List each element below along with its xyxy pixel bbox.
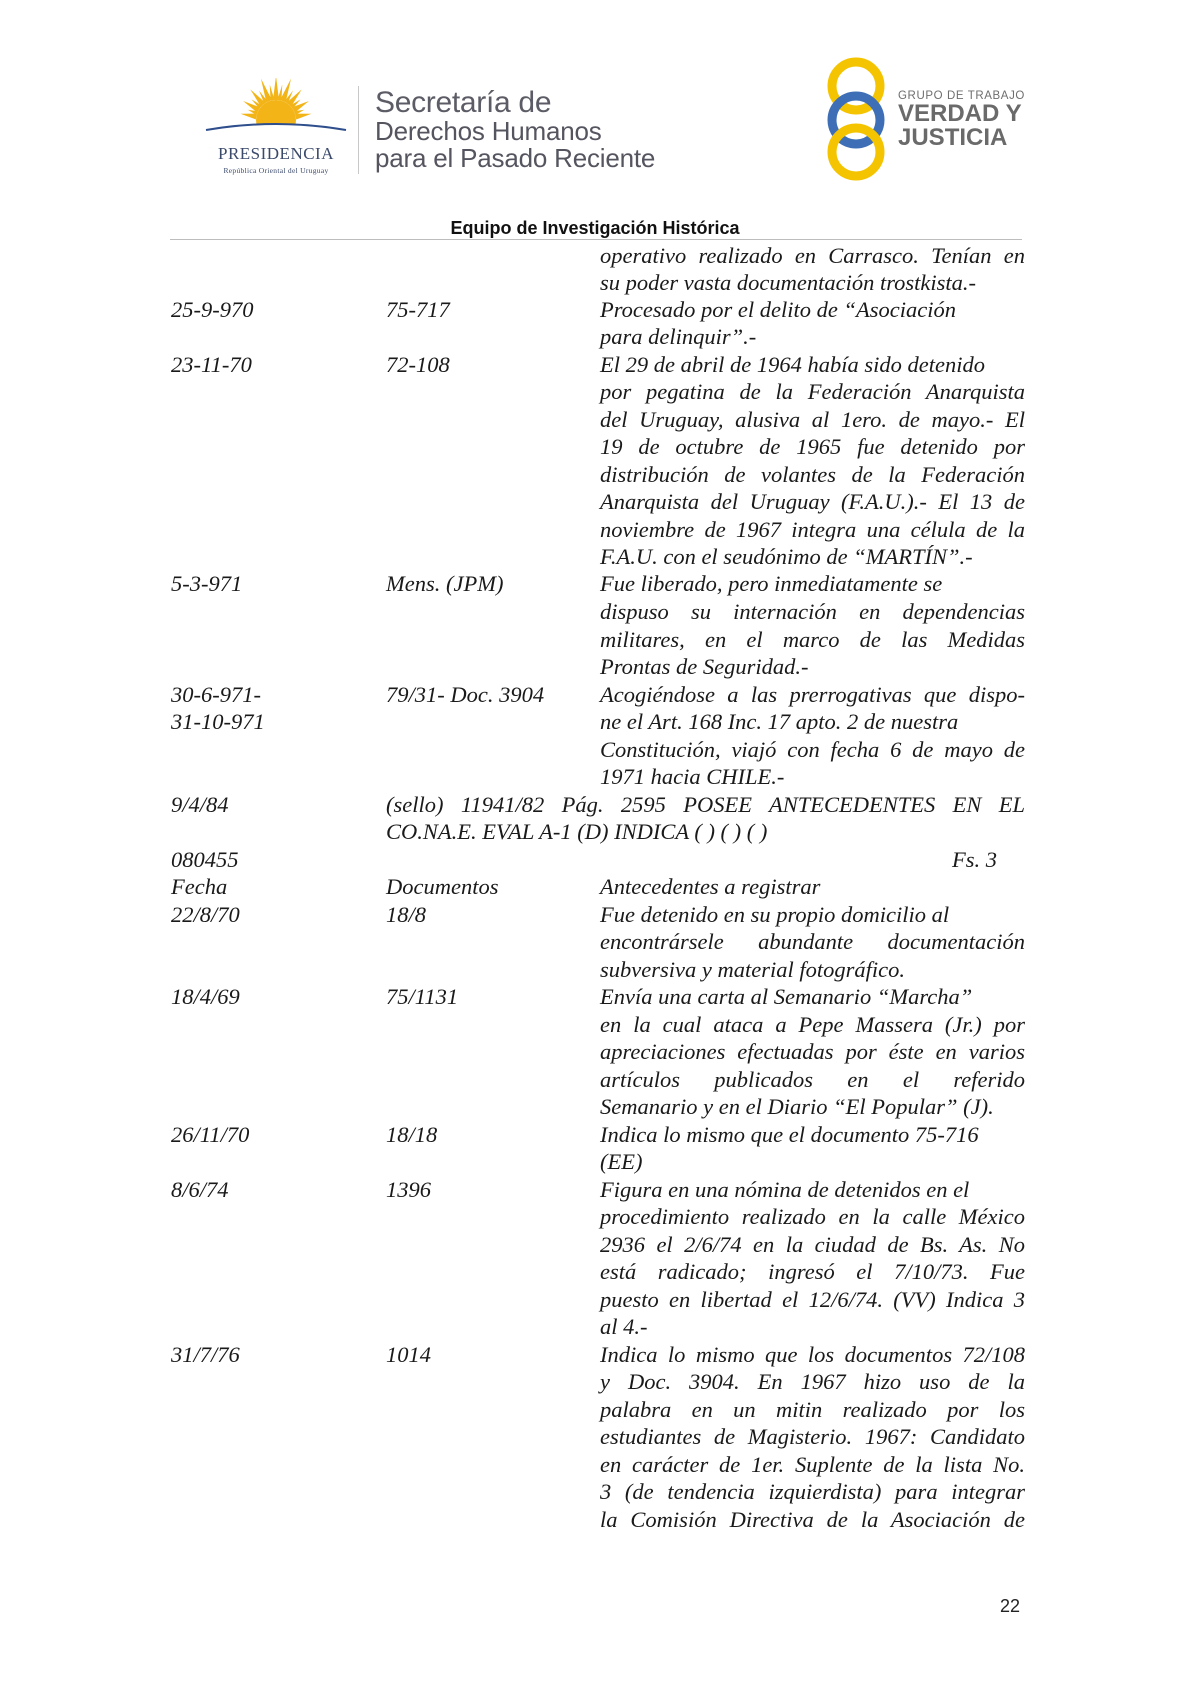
entry-text-line: y Doc. 3904. En 1967 hizo uso de la bbox=[600, 1369, 1025, 1394]
entry-document: 1396 bbox=[386, 1177, 431, 1202]
entry-text-line: noviembre de 1967 integra una célula de la bbox=[600, 517, 1025, 542]
entry-text-line: Indica lo mismo que los documentos 72/108 bbox=[600, 1342, 1025, 1367]
entry-document: 79/31- Doc. 3904 bbox=[386, 682, 545, 707]
team-title: Equipo de Investigación Histórica bbox=[450, 218, 740, 238]
entry-text-line: F.A.U. con el seudónimo de “MARTÍN”.- bbox=[600, 544, 973, 569]
entry-text-line: ne el Art. 168 Inc. 17 apto. 2 de nuestra bbox=[600, 709, 959, 734]
entry-text-line: apreciaciones efectuadas por éste en varios bbox=[600, 1039, 1025, 1064]
entry-document: 75-717 bbox=[386, 297, 450, 322]
entry-date: 30-6-971- bbox=[171, 682, 261, 707]
entry-text-line: para delinquir”.- bbox=[600, 324, 757, 349]
entry-date: 25-9-970 bbox=[171, 297, 254, 322]
entry-text-line: puesto en libertad el 12/6/74. (VV) Indica 3 bbox=[600, 1287, 1025, 1312]
entry-text-line: Figura en una nómina de detenidos en el bbox=[600, 1177, 970, 1202]
entry-text-line: artículos publicados en el referido bbox=[600, 1067, 1025, 1092]
entry-text-line: Acogiéndose a las prerrogativas que dispo- bbox=[600, 682, 1025, 707]
column-header-antecedentes: Antecedentes a registrar bbox=[600, 874, 821, 899]
entry-text-line: (sello) 11941/82 Pág. 2595 POSEE ANTECEDENTES EN EL bbox=[386, 792, 1025, 817]
entry-text-line: estudiantes de Magisterio. 1967: Candidato bbox=[600, 1424, 1025, 1449]
entry-text-line: encontrársele abundante documentación bbox=[600, 929, 1025, 954]
entry-text-line: distribución de volantes de la Federación bbox=[600, 462, 1025, 487]
entry-text-line: dispuso su internación en dependencias bbox=[600, 599, 1025, 624]
secretaria-line-2: Derechos Humanos bbox=[375, 116, 602, 146]
entry-date: 18/4/69 bbox=[171, 984, 240, 1009]
justicia-label: JUSTICIA bbox=[898, 124, 1008, 151]
folio-number: Fs. 3 bbox=[952, 847, 997, 872]
entry-text-line: 19 de octubre de 1965 fue detenido por bbox=[600, 434, 1025, 459]
secretaria-line-3: para el Pasado Reciente bbox=[375, 143, 656, 173]
entry-date: 22/8/70 bbox=[171, 902, 240, 927]
entry-text-line: 3 (de tendencia izquierdista) para integrar bbox=[600, 1479, 1025, 1504]
entry-text-line: al 4.- bbox=[600, 1314, 648, 1339]
entry-text-line: Semanario y en el Diario “El Popular” (J). bbox=[600, 1094, 994, 1119]
entry-text-line: Indica lo mismo que el documento 75-716 bbox=[600, 1122, 979, 1147]
rings-icon bbox=[820, 56, 900, 181]
presidencia-subtitle: República Oriental del Uruguay bbox=[223, 166, 329, 175]
header-rule bbox=[170, 239, 1022, 240]
entry-text-line: por pegatina de la Federación Anarquista bbox=[600, 379, 1025, 404]
entry-text-line: Anarquista del Uruguay (F.A.U.).- El 13 de bbox=[600, 489, 1025, 514]
entry-text-line: la Comisión Directiva de la Asociación de bbox=[600, 1507, 1025, 1532]
entry-text-line: Fue liberado, pero inmediatamente se bbox=[600, 571, 943, 596]
entry-text-line: procedimiento realizado en la calle México bbox=[600, 1204, 1025, 1229]
page-number: 22 bbox=[1000, 1596, 1021, 1616]
column-header-documentos: Documentos bbox=[386, 874, 499, 899]
grupo-label: GRUPO DE TRABAJO bbox=[898, 90, 1025, 102]
record-id: 080455 bbox=[171, 847, 239, 872]
entry-date: 8/6/74 bbox=[171, 1177, 229, 1202]
entry-text-line: 2936 el 2/6/74 en la ciudad de Bs. As. No bbox=[600, 1232, 1025, 1257]
presidencia-logo bbox=[196, 78, 356, 178]
entry-date: 23-11-70 bbox=[171, 352, 252, 377]
entry-text-line: Procesado por el delito de “Asociación bbox=[600, 297, 956, 322]
entry-text-line: está radicado; ingresó el 7/10/73. Fue bbox=[600, 1259, 1025, 1284]
entry-text-line: Constitución, viajó con fecha 6 de mayo de bbox=[600, 737, 1025, 762]
entry-document: 18/18 bbox=[386, 1122, 438, 1147]
presidencia-name: PRESIDENCIA bbox=[217, 144, 334, 163]
entry-text-line: (EE) bbox=[600, 1149, 643, 1174]
entry-text-line: militares, en el marco de las Medidas bbox=[600, 627, 1025, 652]
entry-text-line: en la cual ataca a Pepe Massera (Jr.) por bbox=[600, 1012, 1025, 1037]
entry-document: 72-108 bbox=[386, 352, 450, 377]
entry-text-line: Envía una carta al Semanario “Marcha” bbox=[600, 984, 973, 1009]
entry-text-line: Fue detenido en su propio domicilio al bbox=[600, 902, 950, 927]
sun-icon bbox=[196, 78, 356, 148]
header-divider bbox=[358, 86, 359, 174]
secretaria-logo bbox=[375, 88, 655, 172]
entry-text-line: palabra en un mitin realizado por los bbox=[600, 1397, 1025, 1422]
entry-date: 26/11/70 bbox=[171, 1122, 250, 1147]
entry-document: Mens. (JPM) bbox=[386, 571, 504, 596]
entry-text-line: su poder vasta documentación trostkista.- bbox=[600, 270, 976, 295]
entry-text-line: subversiva y material fotográfico. bbox=[600, 957, 905, 982]
entry-text-line: del Uruguay, alusiva al 1ero. de mayo.- El bbox=[600, 407, 1025, 432]
entry-text-line: El 29 de abril de 1964 había sido detenido bbox=[600, 352, 985, 377]
entry-date: 31-10-971 bbox=[171, 709, 265, 734]
entry-document: 18/8 bbox=[386, 902, 427, 927]
verdad-justicia-logo bbox=[820, 56, 1030, 181]
entry-document: 75/1131 bbox=[386, 984, 459, 1009]
secretaria-line-1: Secretaría de bbox=[375, 86, 552, 119]
verdad-label: VERDAD Y bbox=[898, 100, 1022, 127]
entry-text-line: 1971 hacia CHILE.- bbox=[600, 764, 785, 789]
entry-text-line: en carácter de 1er. Suplente de la lista No. bbox=[600, 1452, 1025, 1477]
entry-document: 1014 bbox=[386, 1342, 431, 1367]
page-header bbox=[0, 0, 1190, 238]
column-header-fecha: Fecha bbox=[171, 874, 228, 899]
entry-date: 5-3-971 bbox=[171, 571, 243, 596]
entry-text-line: CO.NA.E. EVAL A-1 (D) INDICA ( ) ( ) ( ) bbox=[386, 819, 768, 844]
entry-text-line: operativo realizado en Carrasco. Tenían en bbox=[600, 243, 1025, 268]
entry-date: 9/4/84 bbox=[171, 792, 229, 817]
entry-date: 31/7/76 bbox=[171, 1342, 240, 1367]
entry-text-line: Prontas de Seguridad.- bbox=[600, 654, 809, 679]
